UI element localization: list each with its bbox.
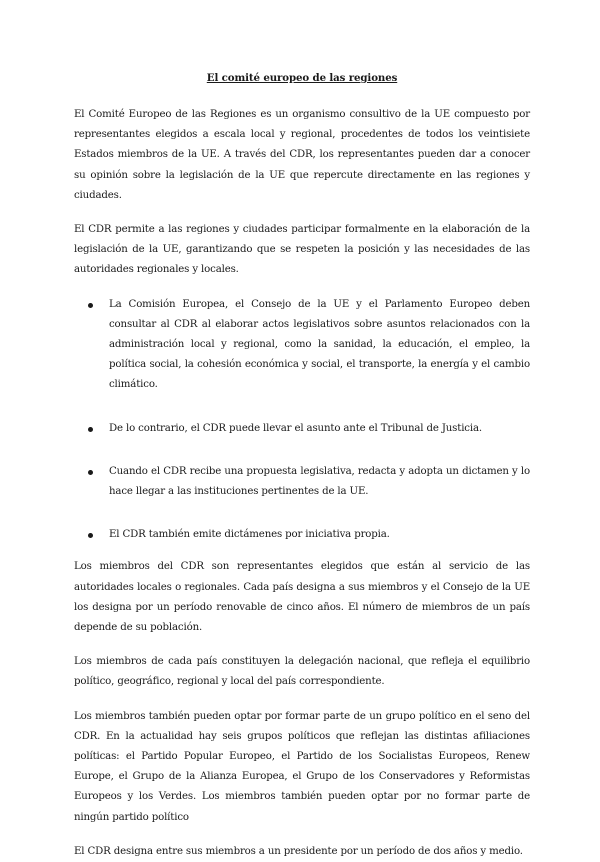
bullet-text: De lo contrario, el CDR puede llevar el asunto ante el Tribunal de Justicia. (109, 422, 482, 434)
bullet-dot-icon (88, 303, 93, 308)
paragraph-political-groups: Los miembros también pueden optar por formar parte de un grupo político en el seno del CDR. En la actualidad hay seis grupos políticos que reflejan las distintas afiliaciones políticas: el Partido Popular Europeo, el Partido de los Socialistas Europeos, Renew Europe, el Grupo de la Alianza Europea, el Grupo de los Conservadores y Reformistas Europeos y los Verdes. Los miembros también pueden optar por no formar parte de ningún partido político (74, 710, 530, 823)
bullet-dot-icon (88, 533, 93, 538)
bullet-item (74, 462, 530, 502)
bullet-text: La Comisión Europea, el Consejo de la UE y el Parlamento Europeo deben consultar al CDR al elaborar actos legislativos sobre asuntos relacionados con la administración local y regional, como la sanidad, la educación, el empleo, la política social, la cohesión económica y social, el transporte, la energía y el cambio climático. (109, 298, 530, 391)
bullet-item (74, 419, 530, 439)
bullet-item (74, 295, 530, 396)
bullet-dot-icon (88, 470, 93, 475)
bullet-dot-icon (88, 427, 93, 432)
paragraph-president: El CDR designa entre sus miembros a un presidente por un período de dos años y medio. (74, 845, 523, 857)
paragraph-participation: El CDR permite a las regiones y ciudades participar formalmente en la elaboración de la legislación de la UE, garantizando que se respeten la posición y las necesidades de las autoridades regionales y locales. (74, 224, 530, 276)
document-title: El comité europeo de las regiones (206, 72, 398, 84)
bullet-list (74, 295, 530, 546)
paragraph-members: Los miembros del CDR son representantes elegidos que están al servicio de las autoridades locales o regionales. Cada país designa a sus miembros y el Consejo de la UE los designa por un período renovable de cinco años. El número de miembros de un país depende de su población. (74, 561, 530, 634)
bullet-text: Cuando el CDR recibe una propuesta legislativa, redacta y adopta un dictamen y lo hace llegar a las instituciones pertinentes de la UE. (109, 465, 530, 498)
paragraph-intro: El Comité Europeo de las Regiones es un organismo consultivo de la UE compuesto por representantes elegidos a escala local y regional, procedentes de todos los veintisiete Estados miembros de la UE. A través del CDR, los representantes pueden dar a conocer su opinión sobre la legislación de la UE que repercute directamente en las regiones y ciudades. (74, 109, 530, 201)
bullet-text: El CDR también emite dictámenes por iniciativa propia. (109, 529, 390, 541)
document-page (74, 0, 530, 862)
paragraph-delegation: Los miembros de cada país constituyen la delegación nacional, que refleja el equilibrio político, geográfico, regional y local del país correspondiente. (74, 656, 530, 688)
bullet-item (74, 525, 530, 545)
